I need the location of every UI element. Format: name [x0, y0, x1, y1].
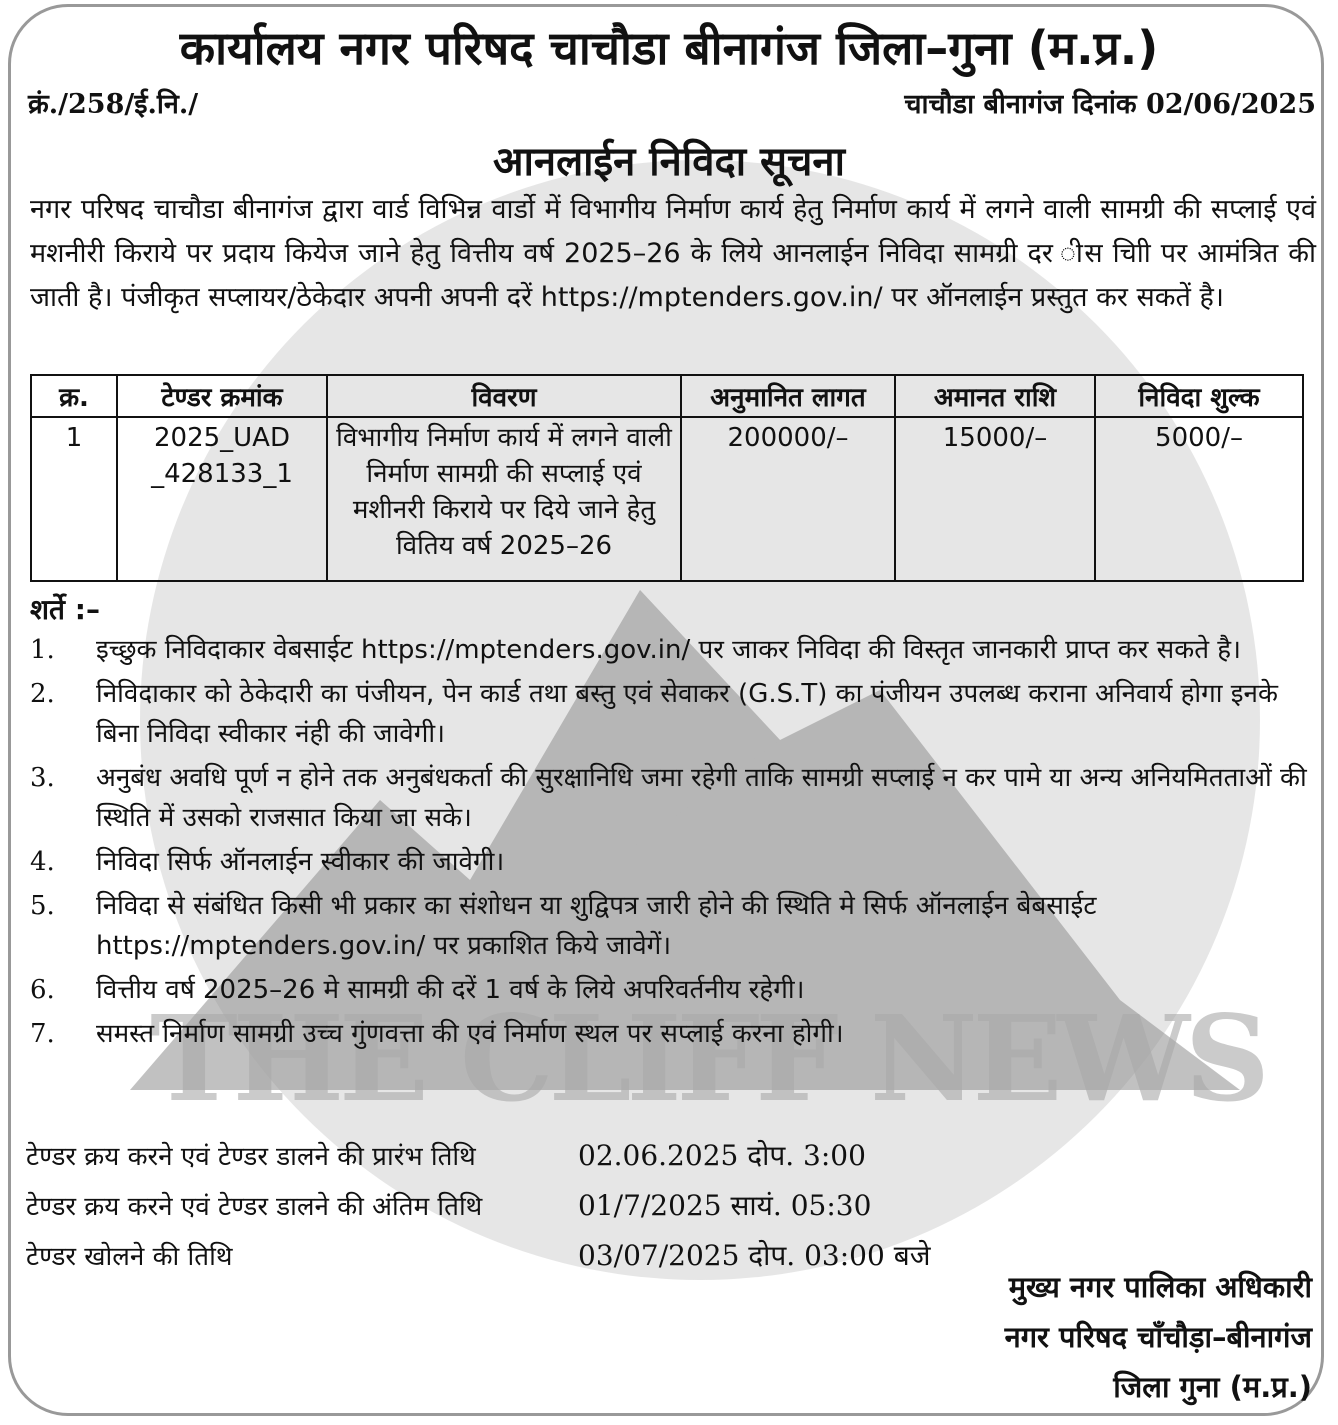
list-item: [30, 970, 1320, 1010]
signatory-title: मुख्य नगर पालिका अधिकारी: [1008, 1270, 1312, 1304]
list-item: [30, 758, 1320, 838]
terms-heading: शर्ते :–: [30, 593, 100, 626]
notice-intro: नगर परिषद चाचौडा बीनागंज द्वारा वार्ड विभिन्न वार्डो में विभागीय निर्माण कार्य हेतु निर्माण कार्य में लगने वाली सामग्री की सप्लाई एवं मशनीरी किराये पर प्रदाय कियेज जाने हेतु वित्तीय वर्ष 2025–26 के लिये आनलाईन निविदा सामग्री दर ीस चिाी पर आमंत्रित की जाती है। पंजीकृत सप्लायर/ठेकेदार अपनी अपनी दरें https://mptenders.gov.in/ पर ऑनलाईन प्रस्तुत कर सकतें है।: [30, 194, 1316, 313]
col-tender-no: टेण्डर क्रमांक: [117, 375, 327, 417]
term-number: 3.: [30, 763, 55, 793]
list-item: [30, 674, 1320, 754]
term-number: 7.: [30, 1019, 55, 1049]
date-row-end: [26, 1180, 1026, 1230]
terms-list: [30, 630, 1320, 1058]
date-row-start: [26, 1130, 1026, 1180]
date-label: टेण्डर क्रय करने एवं टेण्डर डालने की अंतिम तिथि: [26, 1192, 483, 1222]
reference-number: क्रं./258/ई.नि./: [28, 89, 199, 120]
table-header-row: [31, 375, 1303, 417]
term-number: 4.: [30, 847, 55, 877]
term-text: समस्त निर्माण सामग्री उच्च गुंणवत्ता की एवं निर्माण स्थल पर सप्लाई करना होगी।: [96, 1019, 844, 1049]
list-item: [30, 630, 1320, 670]
term-text: निविदा से संबंधित किसी भी प्रकार का संशोधन या शुद्विपत्र जारी होने की स्थिति मे सिर्फ ऑनलाईन बेबसाईट https://mptenders.gov.in/ पर प्रकाशित किये जावेगें।: [96, 891, 1097, 961]
cell-earnest-money: 15000/–: [895, 417, 1095, 581]
term-number: 6.: [30, 975, 55, 1005]
cell-tender-fee: 5000/–: [1095, 417, 1303, 581]
date-label: टेण्डर खोलने की तिथि: [26, 1242, 233, 1272]
term-text: इच्छुक निविदाकार वेबसाईट https://mptenders.gov.in/ पर जाकर निविदा की विस्तृत जानकारी प्राप्त कर सकते है।: [96, 635, 1241, 665]
list-item: [30, 1014, 1320, 1054]
col-sno: क्र.: [31, 375, 117, 417]
date-value: 01/7/2025 सायं. 05:30: [578, 1189, 872, 1222]
term-number: 1.: [30, 635, 55, 665]
term-text: वित्तीय वर्ष 2025–26 मे सामग्री की दरें 1 वर्ष के लिये अपरिवर्तनीय रहेगी।: [96, 975, 805, 1005]
tender-table: [30, 374, 1304, 582]
term-text: निविदाकार को ठेकेदारी का पंजीयन, पेन कार्ड तथा बस्तु एवं सेवाकर (G.S.T) का पंजीयन उपलब्ध कराना अनिवार्य होगा इनके बिना निविदा स्वीकार नंही की जावेगी।: [96, 679, 1278, 749]
cell-estimated-cost: 200000/–: [681, 417, 895, 581]
term-text: अनुबंध अवधि पूर्ण न होने तक अनुबंधकर्ता की सुरक्षानिधि जमा रहेगी ताकि सामग्री सप्लाई न कर पामे या अन्य अनियमितताओं की स्थिति में उसको राजसात किया जा सके।: [96, 763, 1307, 833]
signature-block: [1005, 1262, 1312, 1412]
col-tender-fee: निविदा शुल्क: [1095, 375, 1303, 417]
col-description: विवरण: [327, 375, 681, 417]
signatory-office: नगर परिषद चाँचौड़ा–बीनागंज: [1004, 1320, 1312, 1354]
date-row-opening: [26, 1230, 1026, 1280]
col-estimated-cost: अनुमानित लागत: [681, 375, 895, 417]
notice-title: आनलाईन निविदा सूचना: [492, 139, 845, 185]
date-value: 02.06.2025 दोप. 3:00: [578, 1139, 866, 1172]
col-earnest-money: अमानत राशि: [895, 375, 1095, 417]
list-item: [30, 842, 1320, 882]
term-number: 5.: [30, 891, 55, 921]
office-title: कार्यालय नगर परिषद चाचौडा बीनागंज जिला–गुना (म.प्र.): [179, 21, 1159, 75]
issue-date: चाचौडा बीनागंज दिनांक 02/06/2025: [904, 89, 1316, 120]
term-number: 2.: [30, 679, 55, 709]
cell-tender-no: 2025_UAD _428133_1: [117, 417, 327, 581]
tender-dates: [26, 1130, 1026, 1280]
date-label: टेण्डर क्रय करने एवं टेण्डर डालने की प्रारंभ तिथि: [26, 1142, 476, 1172]
watermark-text: THE CLIFF NEWS: [150, 989, 1270, 1128]
list-item: [30, 886, 1320, 966]
signatory-district: जिला गुना (म.प्र.): [1113, 1370, 1312, 1404]
date-value: 03/07/2025 दोप. 03:00 बजे: [578, 1239, 931, 1272]
cell-description: विभागीय निर्माण कार्य में लगने वाली निर्माण सामग्री की सप्लाई एवं मशीनरी किराये पर दिये जाने हेतु वितिय वर्ष 2025–26: [327, 417, 681, 581]
table-row: [31, 417, 1303, 581]
term-text: निविदा सिर्फ ऑनलाईन स्वीकार की जावेगी।: [96, 847, 505, 877]
cell-sno: 1: [31, 417, 117, 581]
